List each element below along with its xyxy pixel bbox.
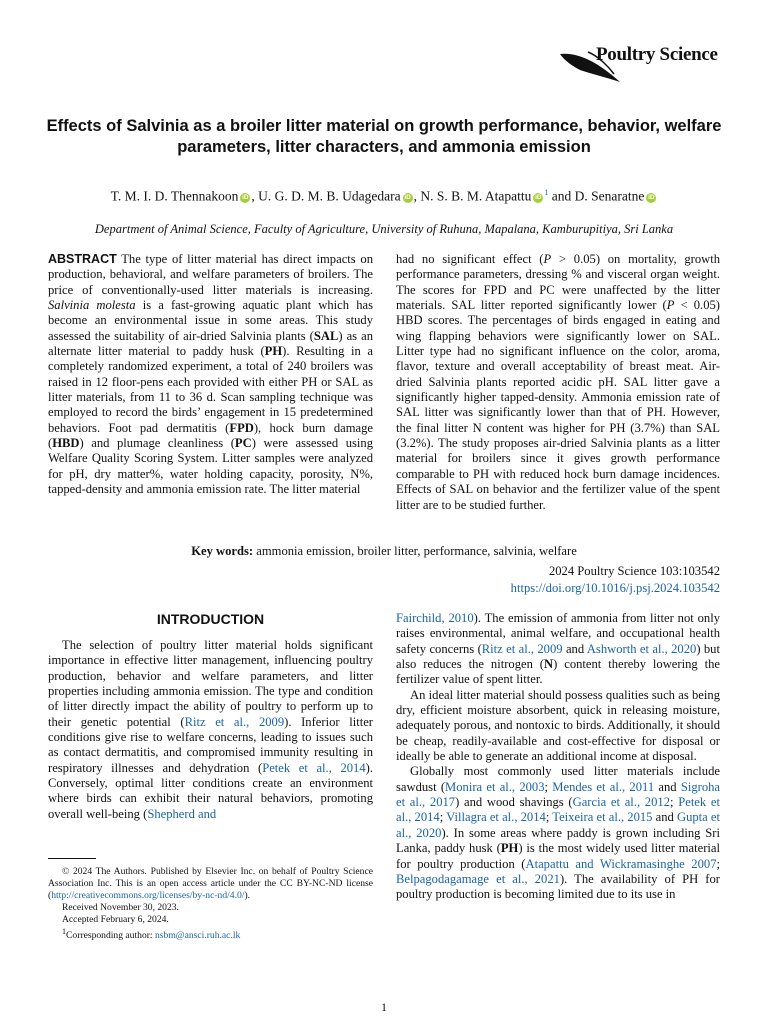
footnotes <box>48 866 373 942</box>
abstract-text-left <box>48 252 373 496</box>
journal-citation: 2024 Poultry Science 103:103542 <box>548 564 720 578</box>
copyright-note <box>48 866 373 902</box>
introduction-left-column <box>48 638 373 822</box>
author-separator: , <box>251 188 259 204</box>
text-run: ; <box>439 810 447 825</box>
copyright-text: © 2024 The Authors. Published by Elsevier Inc. on behalf of Poultry Science Association Inc. This is an open access article under the CC BY-NC-ND license ( <box>48 866 373 901</box>
paragraph <box>396 611 720 688</box>
doi-link[interactable]: https://doi.org/10.1016/j.psj.2024.103542 <box>510 581 720 595</box>
citation-link[interactable]: Villagra et al., 2014 <box>446 810 546 825</box>
text-run: ) and wood shavings ( <box>455 795 573 810</box>
orcid-icon[interactable]: iD <box>242 193 249 201</box>
article-title: Effects of Salvinia as a broiler litter material on growth performance, behavior, welfare parameters, litter characters, and ammonia emission <box>46 117 722 156</box>
text-run: An ideal litter material should possess qualities such as being dry, efficient moisture absorbent, quick in releasing moisture, adequately porous, and nontoxic to birds. Additionally, it should be cheap, readily-available and cost-effective for disposal or ideally be able to generate an additional income at disposal. <box>396 687 720 764</box>
footnote-divider <box>48 858 96 859</box>
corresponding-label: Corresponding author: <box>66 930 155 942</box>
text-run: is a fast-growing aquatic plant which has become an environmental issue in some areas. This study assessed the suitability of air-dried Salvinia plants ( <box>48 298 373 343</box>
introduction-heading: INTRODUCTION <box>156 611 265 627</box>
abbreviation: SAL <box>313 328 339 343</box>
author-separator: , <box>413 188 421 204</box>
citation-link[interactable]: Shepherd and <box>147 806 217 821</box>
text-run: ; <box>670 795 679 810</box>
paragraph <box>396 764 720 902</box>
citation-link[interactable]: Fairchild, 2010 <box>396 611 474 625</box>
text-run: The type of litter material has direct impacts on production, behavioral, and welfare parameters of broilers. The price of conventionally-used litter materials is increasing. <box>48 252 373 297</box>
affiliation: Department of Animal Science, Faculty of Agriculture, University of Ruhuna, Mapalana, Kamburupitiya, Sri Lanka <box>94 222 674 236</box>
introduction-right-column <box>396 611 720 903</box>
citation-link[interactable]: Teixeira et al., 2015 <box>552 810 653 825</box>
text-run: had no significant effect ( <box>396 252 544 266</box>
abbreviation: PC <box>234 436 252 451</box>
corresponding-mark: 1 <box>62 927 66 936</box>
text-run: Globally most commonly used litter materials include sawdust ( <box>396 764 720 794</box>
orcid-icon[interactable]: iD <box>404 193 411 201</box>
abbreviation: FPD <box>229 420 254 435</box>
keywords-text: ammonia emission, broiler litter, performance, salvinia, welfare <box>253 544 577 558</box>
corresponding-author <box>48 926 373 942</box>
italic-text: Salvinia molesta <box>48 298 136 313</box>
orcid-icon[interactable]: iD <box>535 193 542 201</box>
text-run: ) content thereby lowering the fertilizer value of spent litter. <box>396 657 720 687</box>
citation-link[interactable]: Gupta et al., 2020 <box>396 810 720 840</box>
text-run: and <box>652 810 677 825</box>
text-run: ) as an alternate litter material to paddy husk ( <box>48 328 373 359</box>
text-run: ) were assessed using Welfare Quality Scoring System. Litter samples were analyzed for pH, dry matter%, water holding capacity, porosity, N%, tapped-density and ammonia emission rate. The litter material <box>48 436 373 497</box>
text-run: > 0.05) on mortality, growth performance parameters, dressing % and visceral organ weight. The scores for FPD and PC were unaffected by the litter materials. SAL litter reported significantly lower ( <box>396 252 721 313</box>
abstract-heading: ABSTRACT <box>48 252 117 266</box>
accepted-date: Accepted February 6, 2024. <box>62 914 169 925</box>
text-run: and <box>562 641 587 656</box>
license-link[interactable]: http://creativecommons.org/licenses/by-nc-nd/4.0/ <box>51 890 245 901</box>
text-run: ). The emission of ammonia from litter not only raises environmental, animal welfare, and occupational health safety concerns ( <box>396 611 720 656</box>
citation-link[interactable]: Ritz et al., 2009 <box>481 641 563 656</box>
text-run: ; <box>716 856 720 871</box>
citation-block <box>511 563 720 597</box>
text-run: The selection of poultry litter material holds significant importance in effective litter management, influencing poultry production, behavior and welfare parameters, and litter properties including ammonia emission. The type and condition of litter directly impact the ability of poultry to perform up to their genetic potential ( <box>48 638 373 729</box>
citation-link[interactable]: Sigroha et al., 2017 <box>396 779 721 810</box>
journal-logo-text: Poultry Science <box>596 44 718 65</box>
text-run: ) and plumage cleanliness ( <box>79 436 235 451</box>
text-run: ) is the most widely used litter material for poultry production ( <box>396 841 720 871</box>
citation-link[interactable]: Atapattu and Wickramasinghe 2007 <box>525 856 717 871</box>
citation-link[interactable]: Mendes et al., 2011 <box>552 779 655 794</box>
keywords-label: Key words: <box>191 544 254 558</box>
abstract-left-column <box>48 252 373 498</box>
text-run: ) but also reduces the nitrogen ( <box>396 641 720 672</box>
text-run: ; <box>545 810 553 825</box>
author-name: U. G. D. M. B. Udagedara <box>258 188 401 204</box>
text-run: < 0.05) HBD scores. The percentages of birds engaged in eating and wing flapping behaviors were significantly lower on SAL. Litter type had no significant influence on the color, aroma, flavor, texture and overall acceptability of breast meat. Air-dried Salvinia plants reported acidic pH. SAL litter gave a significantly higher tapped-density. Ammonia emission rate of SAL litter was significantly lower than that of PH. However, the final litter N content was higher for PH (3.7%) than SAL (3.2%). The study proposes air-dried Salvinia plants as a litter material for broilers since it gives growth performance comparable to PH with reduced hock burn damage incidences. Effects of SAL on behavior and the fertilizer value of the spent litter are to be studied further. <box>396 298 720 512</box>
corresponding-email[interactable]: nsbm@ansci.ruh.ac.lk <box>155 930 241 942</box>
keywords <box>48 544 720 559</box>
italic-text: P <box>543 252 552 266</box>
text-run: ). Conversely, optimal litter conditions create an environment where birds can exhibit their natural behaviors, promoting overall well-being ( <box>48 760 373 821</box>
citation-link[interactable]: Monira et al., 2003 <box>445 779 545 794</box>
journal-logo <box>558 40 718 90</box>
text-run: ). The availability of PH for poultry production is becoming limited due to its use in <box>396 871 720 902</box>
author-name: N. S. B. M. Atapattu <box>420 188 532 204</box>
text-run: ). Resulting in a completely randomized experiment, a total of 240 broilers was raised in 12 floor-pens each provided with either PH or SAL as litter materials, from 11 to 36 d. Scan sampling technique was employed to record the birds’ engagement in 15 predetermined behaviors. Foot pad dermatitis ( <box>48 344 373 435</box>
abbreviation: HBD <box>52 436 80 451</box>
abstract-right-column <box>396 252 720 513</box>
citation-link[interactable]: Petek et al., 2014 <box>262 760 366 775</box>
abbreviation: PH <box>264 344 283 359</box>
paragraph <box>396 688 720 765</box>
text-run: ), hock burn damage ( <box>48 420 373 451</box>
page-number: 1 <box>381 1000 387 1014</box>
text-run: and <box>654 779 681 794</box>
abbreviation: PH <box>500 841 519 856</box>
citation-link[interactable]: Petek et al., 2014 <box>396 795 721 825</box>
paragraph <box>48 638 373 822</box>
author-name: T. M. I. D. Thennakoon <box>110 188 239 204</box>
author-separator: and <box>548 188 575 204</box>
italic-text: P <box>666 298 675 313</box>
citation-link[interactable]: Belpagodagamage et al., 2021 <box>396 871 560 886</box>
author-footnote-mark[interactable]: 1 <box>544 188 549 197</box>
text-run: ; <box>544 779 553 794</box>
abbreviation: N <box>544 657 554 672</box>
copyright-end: ). <box>244 890 251 901</box>
author-name: D. Senaratne <box>574 188 645 204</box>
citation-link[interactable]: Ashworth et al., 2020 <box>586 641 697 656</box>
citation-link[interactable]: Ritz et al., 2009 <box>184 714 285 729</box>
author-list <box>40 188 728 205</box>
citation-link[interactable]: Garcia et al., 2012 <box>572 795 670 810</box>
text-run: ). Inferior litter conditions give rise to welfare concerns, leading to issues such as contact dermatitis, and compromised immunity resulting in respiratory illnesses and dehydration ( <box>48 714 373 775</box>
abstract-text-right <box>396 252 720 513</box>
orcid-icon[interactable]: iD <box>648 193 655 201</box>
received-date: Received November 30, 2023. <box>62 902 179 913</box>
text-run: ). In some areas where paddy is grown including Sri Lanka, paddy husk ( <box>396 825 720 856</box>
